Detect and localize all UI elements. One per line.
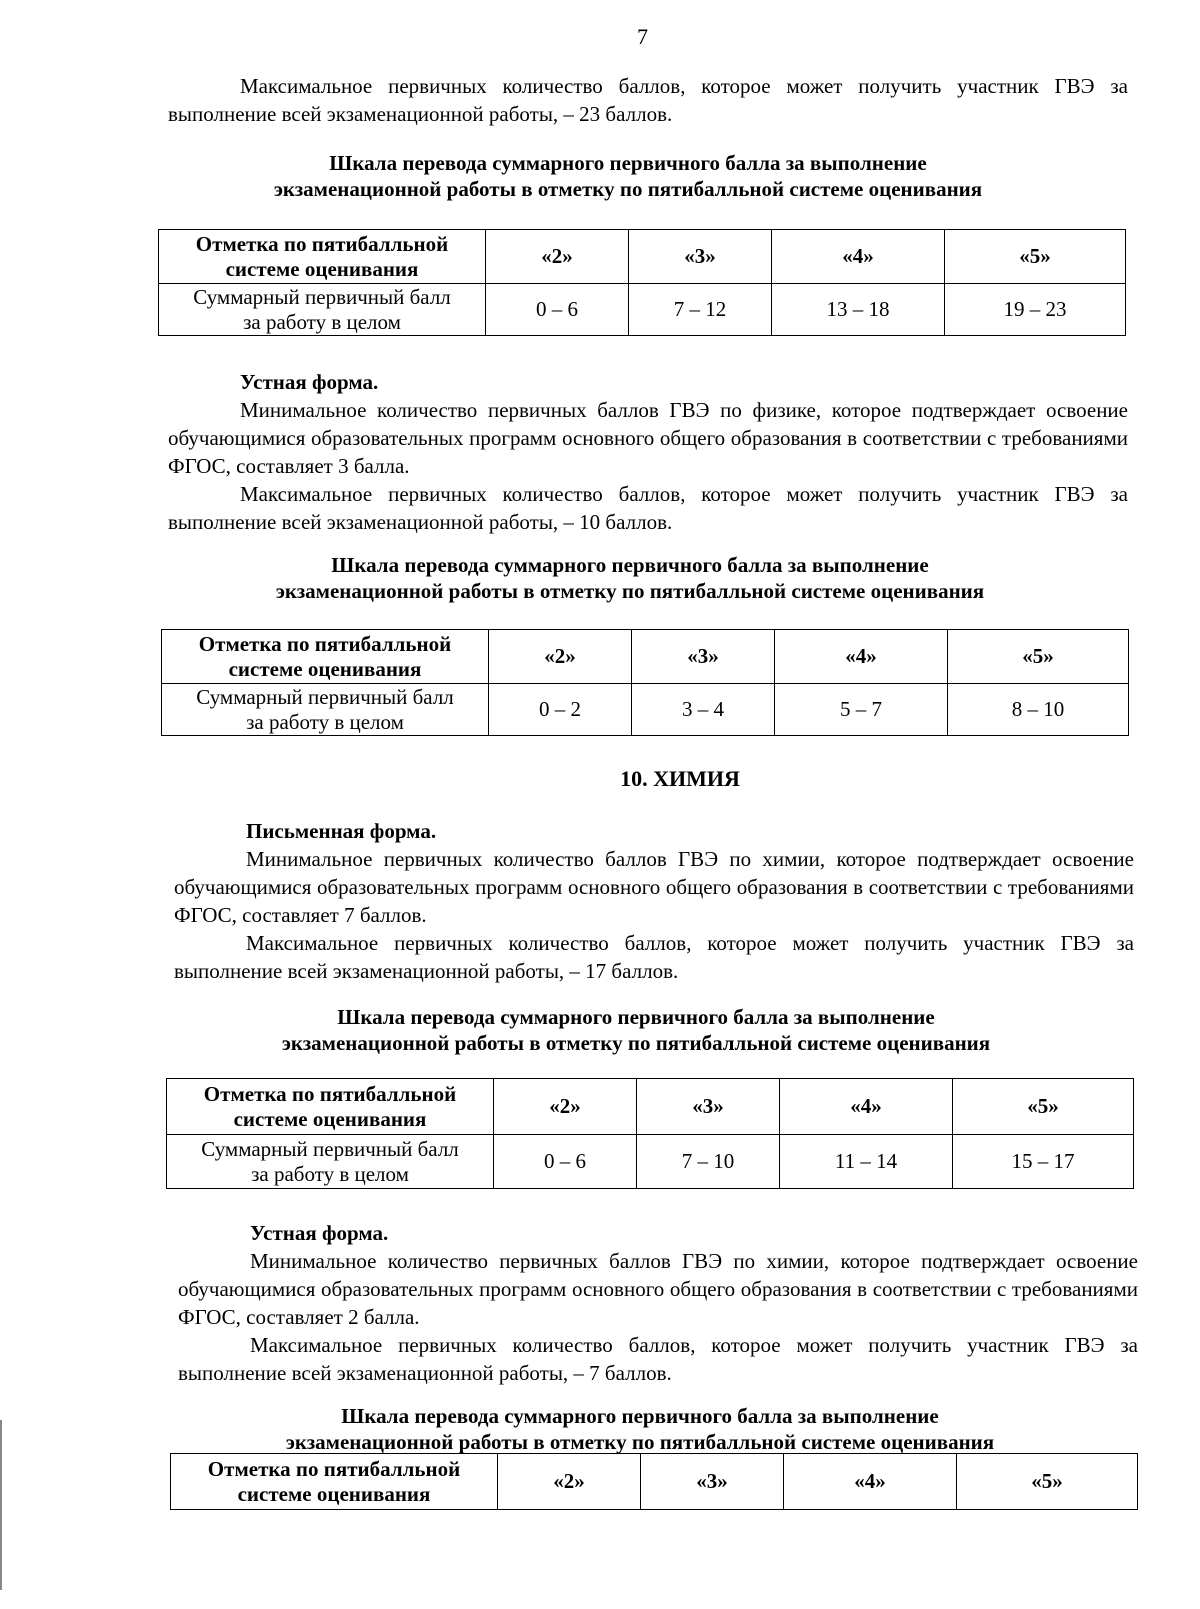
scale-title-line-1: Шкала перевода суммарного первичного балла за выполнение xyxy=(341,1404,939,1428)
grade-header-3: «3» xyxy=(632,630,775,684)
chemistry-oral-label: Устная форма. xyxy=(250,1221,389,1245)
grade-table-chemistry-written xyxy=(166,1078,1134,1189)
page-number: 7 xyxy=(637,24,648,49)
chemistry-written-section xyxy=(174,817,1134,985)
table-row xyxy=(162,630,1129,684)
scale-title-line-2: экзаменационной работы в отметку по пятибалльной системе оценивания xyxy=(273,177,983,201)
chemistry-written-max-text: Максимальное первичных количество баллов, которое может получить участник ГВЭ за выполнение всей экзаменационной работы, – 17 баллов. xyxy=(174,931,1134,983)
grade-header-4: «4» xyxy=(780,1079,953,1135)
scale-title-line-2: экзаменационной работы в отметку по пятибалльной системе оценивания xyxy=(275,579,985,603)
grade-header-4: «4» xyxy=(784,1454,957,1510)
grade-header-2: «2» xyxy=(486,230,629,284)
grade-header-2: «2» xyxy=(489,630,632,684)
table-row xyxy=(159,284,1126,336)
scan-artifact xyxy=(0,1420,2,1590)
physics-written-max xyxy=(168,72,1128,128)
table-row xyxy=(159,230,1126,284)
score-range-3: 7 – 12 xyxy=(629,284,772,336)
score-range-2: 0 – 2 xyxy=(489,684,632,736)
chemistry-oral-min-text: Минимальное количество первичных баллов ГВЭ по химии, которое подтверждает освоение обучающимися образовательных программ основного общего образования в соответствии с требованиями ФГОС, составляет 2 балла. xyxy=(178,1249,1138,1329)
grade-table-physics-oral xyxy=(161,629,1129,736)
grade-header-5: «5» xyxy=(948,630,1129,684)
chemistry-written-min-text: Минимальное первичных количество баллов ГВЭ по химии, которое подтверждает освоение обучающимися образовательных программ основного общего образования в соответствии с требованиями ФГОС, составляет 7 баллов. xyxy=(174,847,1134,927)
score-range-4: 5 – 7 xyxy=(775,684,948,736)
scale-title-3 xyxy=(156,1004,1116,1056)
grade-header-5: «5» xyxy=(957,1454,1138,1510)
section-heading-chemistry: 10. ХИМИЯ xyxy=(620,766,740,791)
score-range-3: 3 – 4 xyxy=(632,684,775,736)
scale-title-2 xyxy=(150,552,1110,604)
grade-table-physics-written xyxy=(158,229,1126,336)
score-range-5: 15 – 17 xyxy=(953,1135,1134,1189)
scale-title-line-1: Шкала перевода суммарного первичного балла за выполнение xyxy=(331,553,929,577)
row-header-score: Суммарный первичный балл за работу в целом xyxy=(159,284,486,336)
table-row xyxy=(167,1135,1134,1189)
chemistry-oral-section xyxy=(178,1219,1138,1387)
chemistry-written-label: Письменная форма. xyxy=(246,819,437,843)
scale-title-line-1: Шкала перевода суммарного первичного балла за выполнение xyxy=(329,151,927,175)
row-header-grade: Отметка по пятибалльной системе оценивания xyxy=(171,1454,498,1510)
score-range-5: 19 – 23 xyxy=(945,284,1126,336)
row-header-grade: Отметка по пятибалльной системе оценивания xyxy=(159,230,486,284)
table-row xyxy=(171,1454,1138,1510)
row-header-score: Суммарный первичный балл за работу в целом xyxy=(167,1135,494,1189)
table-row xyxy=(162,684,1129,736)
score-range-2: 0 – 6 xyxy=(486,284,629,336)
physics-oral-label: Устная форма. xyxy=(240,370,379,394)
score-range-4: 13 – 18 xyxy=(772,284,945,336)
grade-header-5: «5» xyxy=(945,230,1126,284)
score-range-5: 8 – 10 xyxy=(948,684,1129,736)
physics-oral-section xyxy=(168,368,1128,536)
chemistry-oral-max-text: Максимальное первичных количество баллов, которое может получить участник ГВЭ за выполнение всей экзаменационной работы, – 7 баллов. xyxy=(178,1333,1138,1385)
scale-title-1 xyxy=(148,150,1108,202)
grade-header-4: «4» xyxy=(775,630,948,684)
score-range-3: 7 – 10 xyxy=(637,1135,780,1189)
grade-header-3: «3» xyxy=(629,230,772,284)
score-range-4: 11 – 14 xyxy=(780,1135,953,1189)
row-header-score: Суммарный первичный балл за работу в целом xyxy=(162,684,489,736)
scale-title-line-2: экзаменационной работы в отметку по пятибалльной системе оценивания xyxy=(285,1430,995,1454)
scale-title-line-2: экзаменационной работы в отметку по пятибалльной системе оценивания xyxy=(281,1031,991,1055)
row-header-grade: Отметка по пятибалльной системе оценивания xyxy=(167,1079,494,1135)
row-header-grade: Отметка по пятибалльной системе оценивания xyxy=(162,630,489,684)
grade-header-3: «3» xyxy=(641,1454,784,1510)
grade-header-2: «2» xyxy=(494,1079,637,1135)
scale-title-line-1: Шкала перевода суммарного первичного балла за выполнение xyxy=(337,1005,935,1029)
physics-oral-max-text: Максимальное первичных количество баллов, которое может получить участник ГВЭ за выполнение всей экзаменационной работы, – 10 баллов. xyxy=(168,482,1128,534)
scale-title-4 xyxy=(160,1403,1120,1455)
grade-header-4: «4» xyxy=(772,230,945,284)
grade-header-3: «3» xyxy=(637,1079,780,1135)
score-range-2: 0 – 6 xyxy=(494,1135,637,1189)
physics-oral-min-text: Минимальное количество первичных баллов ГВЭ по физике, которое подтверждает освоение обучающимися образовательных программ основного общего образования в соответствии с требованиями ФГОС, составляет 3 балла. xyxy=(168,398,1128,478)
physics-written-max-text: Максимальное первичных количество баллов, которое может получить участник ГВЭ за выполнение всей экзаменационной работы, – 23 баллов. xyxy=(168,74,1128,126)
grade-header-5: «5» xyxy=(953,1079,1134,1135)
table-row xyxy=(167,1079,1134,1135)
grade-header-2: «2» xyxy=(498,1454,641,1510)
grade-table-chemistry-oral xyxy=(170,1453,1138,1510)
